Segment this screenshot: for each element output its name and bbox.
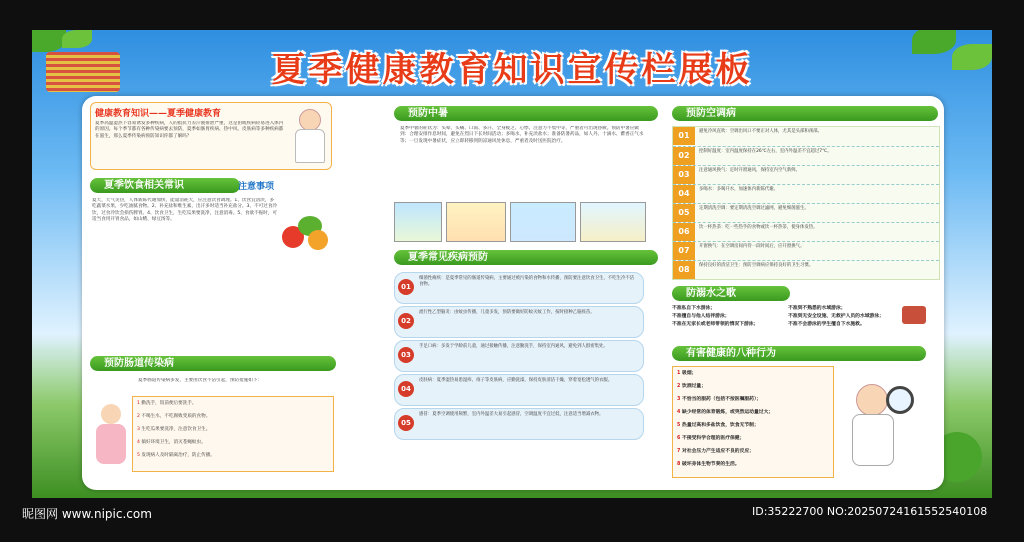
ac-row — [673, 184, 939, 203]
ac-row — [673, 222, 939, 241]
row-text: 手足口病：多发于学龄前儿童，通过接触传播，注意勤洗手，保持室内通风，避免到人群密集处。 — [419, 344, 608, 349]
list-item: 5 发现病人及时隔离治疗，防止传播。 — [137, 453, 215, 458]
row-number: 02 — [398, 313, 414, 329]
picture-sun — [394, 202, 442, 242]
ac-text: 定期清洗空调：要定期清洗空调过滤网，避免细菌滋生。 — [699, 206, 809, 211]
habit-item: 2 饮酒过量； — [677, 384, 707, 389]
footer-id: ID:35222700 NO:20250724161552540108 — [752, 505, 988, 518]
diet-title-bar: 夏季饮食相关常识 — [90, 178, 240, 193]
middle-column — [394, 102, 666, 486]
drown-line: 不准擅自与他人结伴游泳； — [672, 314, 730, 319]
heatstroke-title-bar: 预防中暑 — [394, 106, 658, 121]
drown-line: 不准私自下水游泳； — [672, 306, 716, 311]
row-text: 细菌性痢疾：是夏季常见的肠道传染病，主要通过被污染的食物和水传播，预防要注意饮食卫生，不吃生冷不洁食物。 — [419, 276, 635, 287]
drown-line: 不准不会游泳的学生擅自下水施救。 — [788, 322, 865, 327]
ac-number: 01 — [673, 127, 695, 145]
ac-number: 07 — [673, 242, 695, 260]
habit-item: 6 不接受科学合理的医疗保健； — [677, 436, 745, 441]
intestinal-text: 夏季肠道传染病多发，主要由饮食不洁引起，预防措施如下： — [138, 378, 263, 383]
ac-list — [672, 126, 940, 280]
ac-number: 03 — [673, 166, 695, 184]
right-column — [666, 102, 940, 486]
disease-title-bar: 夏季常见疾病预防 — [394, 250, 658, 265]
notice-title: 注意事项 — [238, 182, 275, 192]
row-number: 01 — [398, 279, 414, 295]
poster-title: 夏季健康教育知识宣传栏展板 — [271, 50, 753, 90]
ac-text: 保持良好的清洁卫生：预防空调病应保持良好的卫生习惯。 — [699, 263, 814, 268]
ac-title-bar: 预防空调病 — [672, 106, 938, 121]
drown-line: 不准在无家长或老师带领的情况下游泳； — [672, 322, 759, 327]
picture-rescue — [446, 202, 506, 242]
ac-number: 06 — [673, 223, 695, 241]
row-text: 流行性乙型脑炎：由蚊虫传播，儿童多发，预防要做好防蚊灭蚊工作，按时接种乙脑疫苗。 — [419, 310, 595, 315]
ac-text: 注意通风换气：定时开窗通风，保持室内空气新鲜。 — [699, 168, 800, 173]
ac-text: 避免冷风直吹：空调出风口不要正对人体，尤其是头部和颈部。 — [699, 129, 822, 134]
ac-row — [673, 165, 939, 184]
ac-row — [673, 203, 939, 222]
picture-shade — [510, 202, 576, 242]
doctor-magnifier-illustration — [846, 380, 916, 470]
habits-list — [672, 366, 834, 478]
heatstroke-pictures — [394, 202, 646, 242]
drown-line: 不准到无安全设施、无救护人员的水域游泳； — [788, 314, 884, 319]
disease-row — [394, 340, 644, 372]
ac-text: 开窗换气：在空调房间内待一段时间后，应开窗换气。 — [699, 244, 805, 249]
ac-row — [673, 127, 939, 145]
heatstroke-text: 夏季中暑的症状为：头晕、头痛、口渴、多汗、全身疲乏、心悸、注意力不集中等，严重者可出现昏厥。预防中暑应做到：合理安排作息时间，避免在烈日下长时间活动；多喝水，补充淡盐水；准备防暑药品，如人丹、十滴水、藿香正气水等；一旦发现中暑症状，应立即转移到阴凉通风处休息，严重者及时送医院治疗。 — [400, 126, 644, 144]
row-number: 04 — [398, 381, 414, 397]
ac-number: 02 — [673, 147, 695, 165]
intro-box — [90, 102, 332, 170]
habits-title-bar: 有害健康的八种行为 — [672, 346, 926, 361]
habit-item: 8 破坏身体生物节奏的生活。 — [677, 462, 740, 467]
intestinal-title-bar: 预防肠道传染病 — [90, 356, 336, 371]
intestinal-list — [132, 396, 334, 472]
list-item: 1 勤洗手，饭前便后要洗手。 — [137, 401, 197, 406]
list-item: 2 不喝生水，不吃腐败变质的食物。 — [137, 414, 211, 419]
row-text: 皮肤病：夏季湿热易患湿疹、痱子等皮肤病，应勤洗澡，保持皮肤清洁干燥，穿着宽松透气的衣服。 — [419, 378, 613, 383]
habit-item: 5 热量过高和多盐饮食，饮食无节制； — [677, 423, 759, 428]
disease-row — [394, 306, 644, 338]
ac-text: 控制好温度：室内温度保持在26℃左右，室内外温差不宜超过7℃。 — [699, 149, 832, 154]
content-panel — [82, 96, 944, 490]
disease-row — [394, 374, 644, 406]
intro-text: 夏季高温湿热下容易诱发多种疾病，人的抵抗力差汗液排泄严重，这是由或疾病轻易进入体内的原因。每个季节都有各种传染病要去预防，夏季如肠胃疾病、热中风、皮肤病等多种疾病都在滋生，那么夏季传染病预防知识你都了解吗？ — [95, 121, 284, 139]
habit-item: 7 对社会压力产生适应不良的反应； — [677, 449, 754, 454]
habit-item: 1 吸烟； — [677, 371, 697, 376]
ac-text: 饮一杯热茶：吃一些热乎的食物或饮一杯热茶，使身体发热。 — [699, 225, 818, 230]
footer-logo: 昵图网 www.nipic.com — [22, 507, 152, 521]
ac-row — [673, 241, 939, 260]
ac-number: 05 — [673, 204, 695, 222]
row-text: 感冒：夏季空调使用频繁，室内外温差大易引起感冒，空调温度不宜过低，注意适当增减衣物。 — [419, 412, 604, 417]
disease-row — [394, 408, 644, 440]
drown-line: 不准到不熟悉的水域游泳； — [788, 306, 846, 311]
diet-text: 夏天，天气炎热，人体新陈代谢加快，能量消耗大，应注意饮食调理。1、饮食宜清淡，多吃蔬菜水果，少吃油腻食物。2、补充盐和维生素，出汗多时适当补充盐分。3、不可过食冷饮，过食冷饮会损伤脾胃。4、饮食卫生，生吃瓜果要洗净，注意消毒。5、食欲不振时，可适当食用开胃食品，如山楂、绿豆汤等。 — [92, 198, 278, 223]
ac-row — [673, 260, 939, 279]
poster-board — [32, 30, 992, 498]
left-column — [90, 102, 336, 486]
picture-walk — [580, 202, 646, 242]
habit-item: 3 不恰当的服药（包括不按医嘱服药）； — [677, 397, 762, 402]
list-item: 3 生吃瓜果要洗净，注意饮食卫生。 — [137, 427, 211, 432]
list-item: 4 搞好环境卫生，消灭苍蝇蚊虫。 — [137, 440, 206, 445]
nurse-illustration — [94, 404, 128, 474]
doctor-illustration — [291, 109, 327, 163]
drown-title-bar: 防溺水之歌 — [672, 286, 790, 301]
ac-text: 多喝水：多喝开水，加速体内新陈代谢。 — [699, 187, 779, 192]
intro-title: 健康教育知识——夏季健康教育 — [95, 109, 222, 119]
disease-row — [394, 272, 644, 304]
ac-number: 04 — [673, 185, 695, 203]
drown-lines — [672, 306, 938, 342]
row-number: 03 — [398, 347, 414, 363]
habit-item: 4 缺少经常的体育锻炼，或突然运动量过大； — [677, 410, 774, 415]
vegetables-illustration — [282, 212, 332, 252]
ac-row — [673, 146, 939, 165]
ac-number: 08 — [673, 261, 695, 279]
row-number: 05 — [398, 415, 414, 431]
